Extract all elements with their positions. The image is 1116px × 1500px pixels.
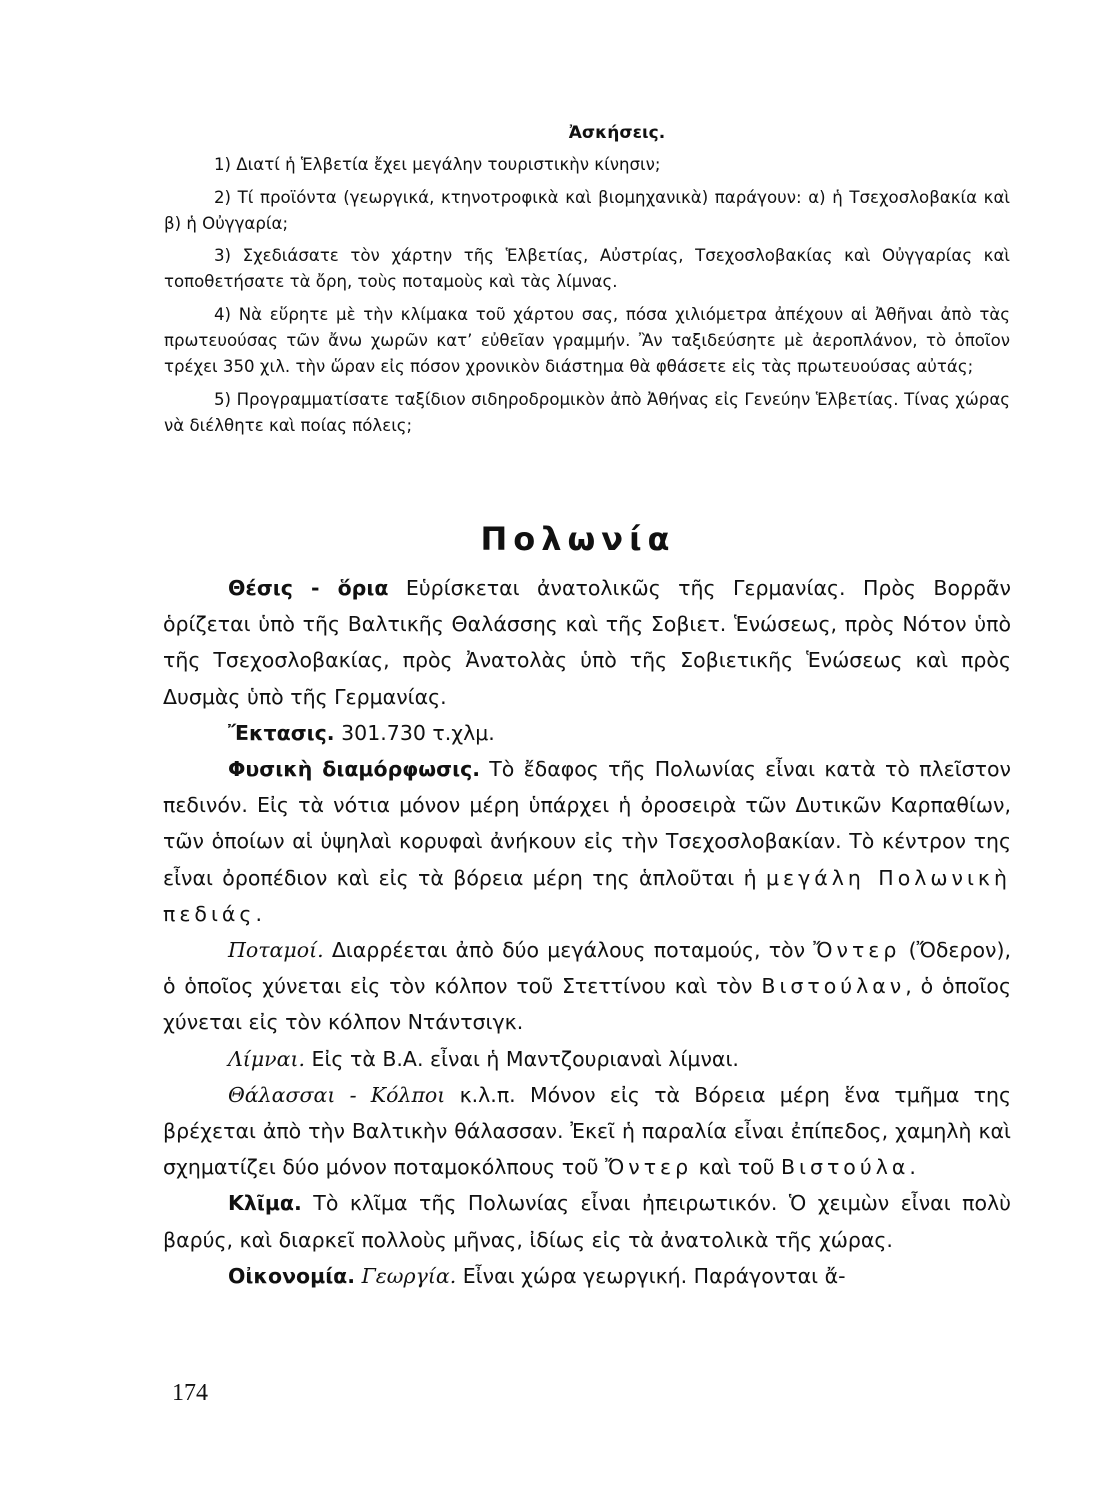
paragraph-area [163,715,1011,751]
text-physical: Τὸ ἔδαφος τῆς Πολωνίας εἶναι κατὰ τὸ πλεῖστον πεδινόν. Εἰς τὰ νότια μόνον μέρη ὑπάρχει ἡ ὀροσειρὰ τῶν Δυτικῶν Καρπαθίων, τῶν ὁποίων αἱ ὑψηλαὶ κορυφαὶ ἀνήκουν εἰς τὴν Τσεχοσλοβακίαν. Τὸ κέντρον της εἶναι ὀροπέδιον καὶ εἰς τὰ βόρεια μέρη της ἁπλοῦται ἡ [163,757,1012,890]
text-climate: Τὸ κλῖμα τῆς Πολωνίας εἶναι ἠπειρωτικόν. Ὁ χειμὼν εἶναι πολὺ βαρύς, καὶ διαρκεῖ πολλοὺς μῆνας, ἰδίως εἰς τὰ ἀνατολικὰ τῆς χώρας. [163,1191,1011,1252]
text-lakes: Εἰς τὰ Β.Α. εἶναι ἡ Μαντζουριαναὶ λίμναι. [305,1046,739,1071]
label-area: Ἔκτασις. [228,720,335,745]
text-area: 301.730 τ.χλμ. [334,720,495,745]
label-seas: Θάλασσαι - Κόλποι [228,1082,446,1107]
exercise-item: 3) Σχεδιάσατε τὸν χάρτην τῆς Ἑλβετίας, Αὐστρίας, Τσεχοσλοβακίας καὶ Οὐγγαρίας καὶ τοποθετήσατε τὰ ὄρη, τοὺς ποταμοὺς καὶ τὰς λίμνας. [164,246,1010,292]
spaced-vistula: Βιστούλαν [761,974,906,999]
spaced-vistula-2: Βιστούλα [780,1155,910,1180]
exercises-section [164,120,1010,445]
text-seas-2: καὶ τοῦ [692,1155,781,1180]
exercise-item: 5) Προγραμματίσατε ταξίδιον σιδηροδρομικὸν ἀπὸ Ἀθήνας εἰς Γενεύην Ἑλβετίας. Τίνας χώρας νὰ διέλθητε καὶ ποίας πόλεις; [164,389,1010,435]
paragraph-physical [163,751,1011,932]
spaced-great-plain: μεγάλη Πολωνικὴ πεδιάς [163,865,1011,926]
text-seas-1: κ.λ.π. Μόνον εἰς τὰ Βόρεια μέρη ἕνα τμῆμα της βρέχεται ἀπὸ τὴν Βαλτικὴν θάλασσαν. Ἐκεῖ ἡ παραλία εἶναι ἐπίπεδος, χαμηλὴ καὶ σχηματίζει δύο μόνον ποταμοκόλπους τοῦ [163,1082,1011,1180]
exercise-item: 4) Νὰ εὕρητε μὲ τὴν κλίμακα τοῦ χάρτου σας, πόσα χιλιόμετρα ἀπέχουν αἱ Ἀθῆναι ἀπὸ τὰς πρωτευούσας τῶν ἄνω χωρῶν κατ’ εὐθεῖαν γραμμήν. Ἂν ταξιδεύσητε μὲ ἀεροπλάνον, τὸ ὁποῖον τρέχει 350 χιλ. τὴν ὥραν εἰς πόσον χρονικὸν διάστημα θὰ φθάσετε εἰς τὰς πρωτευούσας αὐτάς; [164,304,1010,377]
text-rivers-1: Διαρρέεται ἀπὸ δύο μεγάλους ποταμούς, τὸν [323,938,814,963]
label-physical: Φυσικὴ διαμόρφωσις. [228,757,481,782]
spaced-oder-2: Ὄντερ [605,1155,693,1180]
paragraph-economy [163,1258,1011,1294]
label-borders: Θέσις - ὅρια [228,576,389,600]
paragraph-borders [163,570,1011,715]
label-lakes: Λίμναι. [228,1046,306,1071]
text-economy: Εἶναι χώρα γεωργική. Παράγονται ἄ- [456,1263,846,1288]
section-body [163,570,1011,1294]
text-rivers-2: (Ὄδερον), ὁ ὁποῖος χύνεται εἰς τὸν κόλπον τοῦ Στεττίνου καὶ τὸν [163,938,1011,999]
paragraph-seas [163,1077,1011,1186]
exercises-heading: Ἀσκήσεις. [568,123,666,143]
text-rivers-3: , ὁ ὁποῖος χύνεται εἰς τὸν κόλπον Ντάντσιγκ. [163,974,1011,1035]
text-physical-end: . [255,901,262,926]
label-economy: Οἰκονομία. [228,1263,356,1288]
text-borders: Εὑρίσκεται ἀνατολικῶς τῆς Γερμανίας. Πρὸς Βορρᾶν ὁρίζεται ὑπὸ τῆς Βαλτικῆς Θαλάσσης καὶ τῆς Σοβιετ. Ἑνώσεως, πρὸς Νότον ὑπὸ τῆς Τσεχοσλοβακίας, πρὸς Ἀνατολὰς ὑπὸ τῆς Σοβιετικῆς Ἑνώσεως καὶ πρὸς Δυσμὰς ὑπὸ τῆς Γερμανίας. [163,576,1011,709]
paragraph-climate [163,1185,1011,1257]
label-rivers: Ποταμοί. [228,938,324,963]
spaced-oder: Ὄντερ [813,938,901,963]
sublabel-agriculture: Γεωργία. [355,1263,457,1288]
exercise-item: 2) Τί προϊόντα (γεωργικά, κτηνοτροφικὰ καὶ βιομηχανικὰ) παράγουν: α) ἡ Τσεχοσλοβακία καὶ β) ἡ Οὐγγαρία; [164,187,1010,233]
paragraph-lakes [163,1041,1011,1077]
paragraph-rivers [163,932,1011,1041]
exercise-item: 1) Διατί ἡ Ἑλβετία ἔχει μεγάλην τουριστικὴν κίνησιν; [214,155,661,175]
page-number: 174 [172,1380,208,1406]
section-title: Πολωνία [480,520,676,558]
text-seas-3: . [909,1155,916,1180]
label-climate: Κλῖμα. [228,1191,302,1216]
